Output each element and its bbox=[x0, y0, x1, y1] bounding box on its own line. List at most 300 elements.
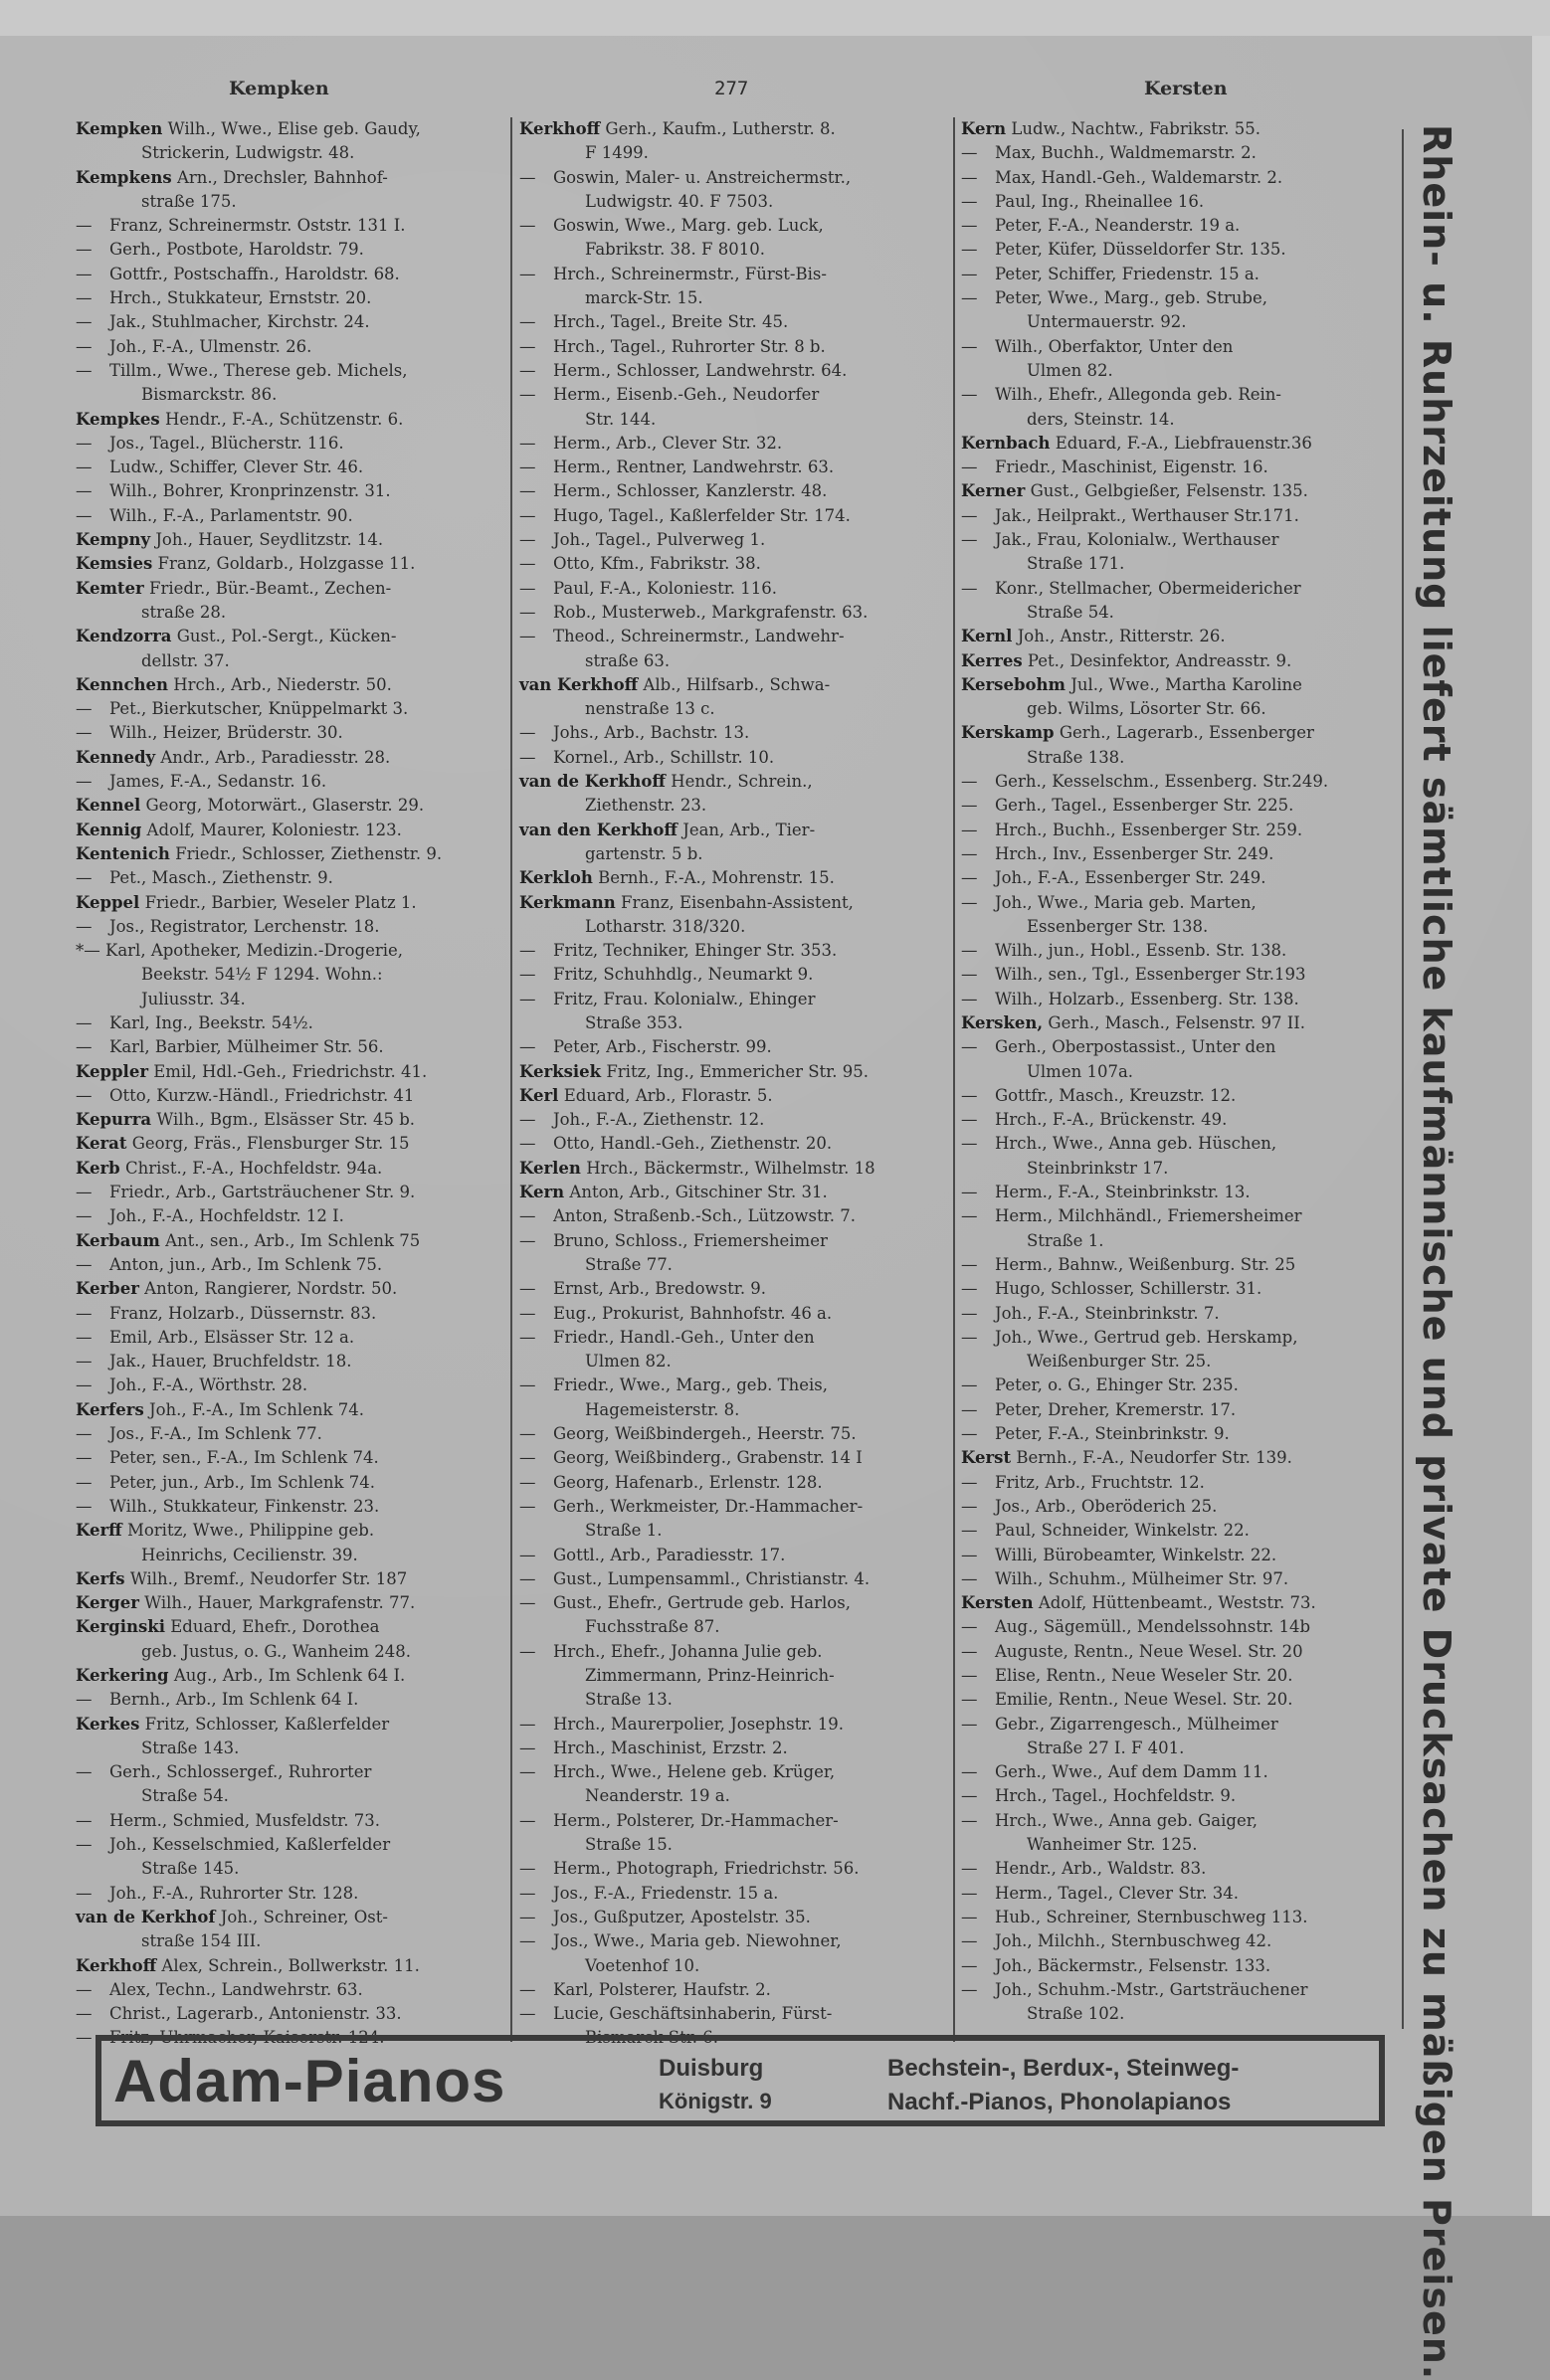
ditto-dash: — bbox=[961, 1183, 978, 1202]
directory-entry bbox=[961, 1011, 1389, 1035]
entry-text: Otto, Handl.-Geh., Ziethenstr. 20. bbox=[553, 1134, 833, 1154]
entry-continuation: Straße 13. bbox=[585, 1690, 673, 1710]
ditto-dash: — bbox=[519, 216, 536, 236]
entry-text: Georg, Weißbinderg., Grabenstr. 14 I bbox=[553, 1448, 863, 1468]
directory-subentry bbox=[961, 1132, 1389, 1156]
ad-brand: Adam-Pianos bbox=[113, 2048, 506, 2114]
ditto-dash: — bbox=[76, 1810, 93, 1830]
ditto-dash: — bbox=[519, 312, 536, 332]
ditto-dash: — bbox=[961, 1303, 978, 1323]
directory-subentry bbox=[519, 1204, 947, 1228]
directory-subentry bbox=[519, 988, 947, 1011]
entry-text: Jos., Registrator, Lerchenstr. 18. bbox=[109, 916, 380, 936]
entry-text: Gerh., Oberpostassist., Unter den bbox=[995, 1037, 1276, 1057]
entry-text: Andr., Arb., Paradiesstr. 28. bbox=[160, 747, 391, 767]
surname: van den Kerkhoff bbox=[519, 820, 678, 839]
directory-subentry bbox=[961, 263, 1389, 286]
directory-entry bbox=[76, 819, 503, 842]
entry-continuation: Str. 144. bbox=[585, 409, 657, 429]
directory-entry bbox=[76, 891, 503, 915]
directory-subentry bbox=[519, 2002, 947, 2026]
directory-subentry bbox=[961, 1882, 1389, 1906]
directory-subentry bbox=[961, 1640, 1389, 1664]
directory-subentry bbox=[519, 1108, 947, 1132]
entry-text: Hrch., Wwe., Helene geb. Krüger, bbox=[553, 1762, 836, 1782]
vertical-advertisement bbox=[1413, 124, 1460, 2380]
directory-entry bbox=[76, 1567, 503, 1591]
surname: Kentenich bbox=[76, 843, 170, 863]
ditto-dash: — bbox=[519, 1303, 536, 1323]
directory-subentry bbox=[519, 1760, 947, 1784]
directory-subentry bbox=[961, 1954, 1389, 1978]
entry-text: Herm., Polsterer, Dr.-Hammacher- bbox=[553, 1810, 839, 1830]
entry-text: Herm., Milchhändl., Friemersheimer bbox=[995, 1206, 1302, 1226]
entry-text: Herm., Rentner, Landwehrstr. 63. bbox=[553, 458, 835, 477]
ditto-dash: — bbox=[961, 772, 978, 792]
ditto-dash: — bbox=[961, 1206, 978, 1226]
directory-subentry bbox=[961, 1471, 1389, 1495]
ditto-dash: — bbox=[961, 1641, 978, 1661]
entry-text: Rob., Musterweb., Markgrafenstr. 63. bbox=[553, 602, 869, 622]
directory-subentry bbox=[76, 1326, 503, 1350]
directory-subentry bbox=[519, 1640, 947, 1664]
entry-text: Bruno, Schloss., Friemersheimer bbox=[553, 1230, 828, 1250]
entry-text: Peter, jun., Arb., Im Schlenk 74. bbox=[109, 1472, 376, 1492]
entry-text: Joh., F.-A., Ulmenstr. 26. bbox=[109, 336, 312, 356]
entry-text: Wilh., Bremf., Neudorfer Str. 187 bbox=[129, 1568, 408, 1588]
entry-text: Peter, F.-A., Neanderstr. 19 a. bbox=[995, 216, 1241, 236]
entry-continuation: Straße 54. bbox=[1027, 602, 1114, 622]
entry-continuation: Ziethenstr. 23. bbox=[585, 796, 707, 816]
entry-text: Wilh., sen., Tgl., Essenberger Str.193 bbox=[995, 965, 1306, 985]
ditto-dash: — bbox=[961, 1110, 978, 1130]
entry-text: Gust., Pol.-Sergt., Kücken- bbox=[176, 627, 397, 646]
directory-subentry bbox=[76, 1471, 503, 1495]
directory-subentry bbox=[961, 1978, 1389, 2002]
ditto-dash: — bbox=[519, 1907, 536, 1926]
ditto-dash: — bbox=[519, 1448, 536, 1468]
ditto-dash: — bbox=[961, 167, 978, 187]
ditto-dash: — bbox=[76, 1375, 93, 1395]
directory-subentry bbox=[961, 1035, 1389, 1059]
directory-subentry bbox=[961, 504, 1389, 528]
entry-continuation: Zimmermann, Prinz-Heinrich- bbox=[585, 1666, 835, 1685]
ditto-dash: — bbox=[961, 578, 978, 598]
directory-entry bbox=[519, 1157, 947, 1181]
ditto-dash: — bbox=[519, 385, 536, 405]
directory-subentry bbox=[519, 335, 947, 359]
surname: Kempny bbox=[76, 530, 151, 550]
ditto-dash: — bbox=[961, 1907, 978, 1926]
entry-text: Joh., Milchh., Sternbuschweg 42. bbox=[995, 1931, 1272, 1951]
entry-text: Jak., Stuhlmacher, Kirchstr. 24. bbox=[109, 312, 370, 332]
surname: Kerber bbox=[76, 1279, 139, 1299]
entry-text: Christ., Lagerarb., Antonienstr. 33. bbox=[109, 2004, 402, 2024]
ditto-dash: — bbox=[961, 1931, 978, 1951]
entry-text: Alex, Schrein., Bollwerkstr. 11. bbox=[161, 1955, 420, 1975]
entry-continuation: straße 175. bbox=[141, 191, 237, 211]
directory-subentry bbox=[76, 359, 503, 383]
entry-text: Karl, Polsterer, Haufstr. 2. bbox=[553, 1979, 771, 1999]
ditto-dash: — bbox=[76, 1183, 93, 1202]
column-1 bbox=[76, 117, 503, 2051]
entry-text: Adolf, Maurer, Koloniestr. 123. bbox=[146, 820, 402, 839]
ditto-dash: — bbox=[519, 1206, 536, 1226]
ditto-dash: — bbox=[961, 288, 978, 308]
directory-entry bbox=[519, 1060, 947, 1084]
directory-entry bbox=[961, 117, 1389, 141]
entry-continuation: Ulmen 107a. bbox=[1027, 1061, 1134, 1081]
ad-line-2: Nachf.-Pianos, Phonolapianos bbox=[887, 2089, 1232, 2115]
ditto-dash: — bbox=[961, 1859, 978, 1879]
directory-subentry bbox=[961, 1760, 1389, 1784]
directory-subentry bbox=[76, 286, 503, 310]
entry-continuation: Straße 15. bbox=[585, 1835, 673, 1855]
directory-subentry bbox=[519, 359, 947, 383]
ditto-dash: — bbox=[961, 868, 978, 888]
entry-text: Fritz, Arb., Fruchtstr. 12. bbox=[995, 1472, 1205, 1492]
directory-entry bbox=[76, 842, 503, 866]
directory-subentry bbox=[519, 1035, 947, 1059]
ditto-dash: — bbox=[961, 1399, 978, 1419]
ditto-dash: — bbox=[961, 1472, 978, 1492]
ditto-dash: — bbox=[519, 167, 536, 187]
ditto-dash: — bbox=[76, 1085, 93, 1105]
entry-text: Fritz, Schuhhdlg., Neumarkt 9. bbox=[553, 965, 814, 985]
surname: Kempkes bbox=[76, 409, 160, 429]
directory-subentry bbox=[76, 915, 503, 939]
ditto-dash: — bbox=[961, 530, 978, 550]
entry-text: Fritz, Frau. Kolonialw., Ehinger bbox=[553, 989, 816, 1008]
ditto-dash: — bbox=[961, 143, 978, 163]
entry-text: Georg, Weißbindergeh., Heerstr. 75. bbox=[553, 1424, 857, 1444]
directory-entry bbox=[76, 794, 503, 818]
entry-text: Friedr., Maschinist, Eigenstr. 16. bbox=[995, 458, 1268, 477]
entry-text: Gebr., Zigarrengesch., Mülheimer bbox=[995, 1714, 1278, 1734]
ditto-dash: — bbox=[519, 1134, 536, 1154]
entry-text: Aug., Sägemüll., Mendelssohnstr. 14b bbox=[995, 1617, 1311, 1637]
surname: Kerkering bbox=[76, 1666, 169, 1685]
entry-text: Pet., Masch., Ziethenstr. 9. bbox=[109, 868, 333, 888]
directory-subentry bbox=[76, 721, 503, 745]
ditto-dash: — bbox=[961, 843, 978, 863]
directory-subentry bbox=[961, 1615, 1389, 1639]
ditto-dash: — bbox=[519, 1110, 536, 1130]
directory-entry bbox=[76, 1954, 503, 1978]
entry-text: Auguste, Rentn., Neue Wesel. Str. 20 bbox=[995, 1641, 1303, 1661]
surname: van Kerkhoff bbox=[519, 674, 639, 694]
entry-text: Theod., Schreinermstr., Landwehr- bbox=[553, 627, 845, 646]
ditto-dash: — bbox=[76, 288, 93, 308]
directory-entry bbox=[76, 1229, 503, 1253]
entry-text: Peter, o. G., Ehinger Str. 235. bbox=[995, 1375, 1239, 1395]
directory-subentry bbox=[76, 697, 503, 721]
ditto-dash: — bbox=[519, 1810, 536, 1830]
ditto-dash: — bbox=[961, 1545, 978, 1564]
entry-text: Paul, Ing., Rheinallee 16. bbox=[995, 191, 1205, 211]
ditto-dash: — bbox=[76, 240, 93, 260]
entry-text: Gust., Lumpensamml., Christianstr. 4. bbox=[553, 1568, 871, 1588]
entry-text: Joh., Bäckermstr., Felsenstr. 133. bbox=[995, 1955, 1271, 1975]
ditto-dash: — bbox=[76, 1448, 93, 1468]
entry-text: Konr., Stellmacher, Obermeidericher bbox=[995, 578, 1301, 598]
entry-text: Lucie, Geschäftsinhaberin, Fürst- bbox=[553, 2004, 833, 2024]
directory-subentry bbox=[961, 1422, 1389, 1446]
entry-text: Pet., Bierkutscher, Knüppelmarkt 3. bbox=[109, 699, 409, 719]
directory-subentry bbox=[961, 1108, 1389, 1132]
directory-subentry bbox=[76, 2002, 503, 2026]
directory-subentry bbox=[76, 1446, 503, 1470]
ditto-dash: — bbox=[519, 433, 536, 453]
entry-text: Anton, Arb., Gitschiner Str. 31. bbox=[569, 1183, 828, 1202]
ditto-dash: — bbox=[76, 1690, 93, 1710]
directory-subentry bbox=[519, 577, 947, 601]
surname: Kersken, bbox=[961, 1012, 1044, 1032]
ditto-dash: — bbox=[76, 1303, 93, 1323]
surname: Kerger bbox=[76, 1593, 139, 1613]
ditto-dash: — bbox=[961, 1279, 978, 1299]
directory-subentry bbox=[519, 963, 947, 987]
ditto-dash: — bbox=[961, 1786, 978, 1806]
entry-text: Moritz, Wwe., Philippine geb. bbox=[126, 1521, 375, 1541]
directory-entry bbox=[76, 1615, 503, 1639]
directory-subentry bbox=[76, 1809, 503, 1833]
ditto-dash: — bbox=[519, 1327, 536, 1347]
entry-continuation: Straße 145. bbox=[141, 1859, 240, 1879]
entry-text: Gust., Gelbgießer, Felsenstr. 135. bbox=[1030, 481, 1308, 501]
entry-continuation: Straße 77. bbox=[585, 1254, 673, 1274]
directory-subentry bbox=[961, 1204, 1389, 1228]
entry-text: Friedr., Arb., Gartsträuchener Str. 9. bbox=[109, 1183, 416, 1202]
entry-text: Herm., Tagel., Clever Str. 34. bbox=[995, 1883, 1239, 1903]
entry-text: Joh., Kesselschmied, Kaßlerfelder bbox=[109, 1835, 391, 1855]
ditto-dash: — bbox=[519, 1472, 536, 1492]
entry-text: Hugo, Tagel., Kaßlerfelder Str. 174. bbox=[553, 505, 851, 525]
ditto-dash: — bbox=[961, 1883, 978, 1903]
directory-subentry bbox=[519, 601, 947, 625]
entry-text: Herm., Schmied, Musfeldstr. 73. bbox=[109, 1810, 380, 1830]
ditto-dash: — bbox=[76, 1472, 93, 1492]
entry-text: Eduard, F.-A., Liebfrauenstr.36 bbox=[1055, 433, 1312, 453]
directory-subentry bbox=[76, 1760, 503, 1784]
entry-continuation: Bismarckstr. 86. bbox=[141, 385, 278, 405]
directory-subentry bbox=[519, 746, 947, 770]
entry-text: Hrch., Maschinist, Erzstr. 2. bbox=[553, 1738, 788, 1757]
directory-entry bbox=[961, 625, 1389, 648]
entry-text: Gottl., Arb., Paradiesstr. 17. bbox=[553, 1545, 786, 1564]
ditto-dash: — bbox=[519, 1037, 536, 1057]
scan-top-strip bbox=[0, 0, 1550, 40]
directory-subentry bbox=[961, 866, 1389, 890]
entry-text: Ant., sen., Arb., Im Schlenk 75 bbox=[165, 1230, 421, 1250]
column-2 bbox=[519, 117, 947, 2051]
directory-entry bbox=[519, 1181, 947, 1204]
ditto-dash: — bbox=[519, 747, 536, 767]
directory-subentry bbox=[961, 770, 1389, 794]
directory-subentry bbox=[961, 335, 1389, 359]
ditto-dash: — bbox=[76, 699, 93, 719]
directory-subentry bbox=[76, 1978, 503, 2002]
directory-subentry bbox=[76, 1204, 503, 1228]
directory-subentry bbox=[961, 988, 1389, 1011]
entry-continuation: Straße 1. bbox=[1027, 1230, 1104, 1250]
surname: Kern bbox=[519, 1183, 565, 1202]
ditto-dash: — bbox=[76, 1762, 93, 1782]
ditto-dash: — bbox=[961, 264, 978, 283]
entry-text: Joh., F.-A., Ziethenstr. 12. bbox=[553, 1110, 765, 1130]
directory-entry bbox=[519, 1084, 947, 1108]
entry-text: Bernh., Arb., Im Schlenk 64 I. bbox=[109, 1690, 359, 1710]
entry-continuation: geb. Justus, o. G., Wanheim 248. bbox=[141, 1641, 412, 1661]
directory-entry bbox=[519, 117, 947, 141]
directory-entry bbox=[76, 552, 503, 576]
ditto-dash: — bbox=[76, 772, 93, 792]
entry-text: Gerh., Lagerarb., Essenberger bbox=[1059, 723, 1314, 743]
directory-subentry bbox=[519, 1906, 947, 1929]
directory-subentry bbox=[961, 1326, 1389, 1350]
directory-subentry bbox=[76, 238, 503, 262]
ditto-dash: — bbox=[519, 627, 536, 646]
directory-subentry bbox=[961, 1906, 1389, 1929]
directory-subentry bbox=[76, 1035, 503, 1059]
entry-text: Wilh., Wwe., Elise geb. Gaudy, bbox=[167, 119, 421, 138]
entry-text: Ludw., Schiffer, Clever Str. 46. bbox=[109, 458, 364, 477]
directory-entry bbox=[76, 746, 503, 770]
entry-continuation: Straße 27 I. F 401. bbox=[1027, 1738, 1185, 1757]
entry-text: Joh., F.-A., Essenberger Str. 249. bbox=[995, 868, 1266, 888]
ditto-dash: — bbox=[76, 1352, 93, 1372]
surname: Kersten bbox=[961, 1593, 1034, 1613]
directory-subentry bbox=[519, 383, 947, 407]
entry-text: Ernst, Arb., Bredowstr. 9. bbox=[553, 1279, 767, 1299]
directory-entry bbox=[76, 1108, 503, 1132]
directory-entry bbox=[76, 1713, 503, 1737]
directory-subentry bbox=[519, 721, 947, 745]
entry-text: Herm., Arb., Clever Str. 32. bbox=[553, 433, 783, 453]
entry-text: Hrch., Buchh., Essenberger Str. 259. bbox=[995, 820, 1303, 839]
entry-text: Emilie, Rentn., Neue Wesel. Str. 20. bbox=[995, 1690, 1293, 1710]
ditto-dash: — bbox=[519, 1979, 536, 1999]
directory-subentry bbox=[519, 1978, 947, 2002]
ditto-dash: — bbox=[961, 1714, 978, 1734]
entry-text: Wilh., jun., Hobl., Essenb. Str. 138. bbox=[995, 941, 1287, 961]
entry-text: Alex, Techn., Landwehrstr. 63. bbox=[109, 1979, 363, 1999]
surname: Kerfs bbox=[76, 1568, 125, 1588]
directory-subentry bbox=[961, 891, 1389, 915]
ditto-dash: — bbox=[961, 385, 978, 405]
ditto-dash: — bbox=[961, 1327, 978, 1347]
ditto-dash: — bbox=[961, 965, 978, 985]
entry-continuation: Straße 171. bbox=[1027, 554, 1125, 574]
surname: Kersebohm bbox=[961, 674, 1066, 694]
entry-text: Hrch., Bäckermstr., Wilhelmstr. 18 bbox=[586, 1158, 875, 1178]
entry-text: Willi, Bürobeamter, Winkelstr. 22. bbox=[995, 1545, 1277, 1564]
ditto-dash: — bbox=[961, 458, 978, 477]
entry-text: Paul, F.-A., Koloniestr. 116. bbox=[553, 578, 778, 598]
entry-continuation: Fabrikstr. 38. F 8010. bbox=[585, 240, 765, 260]
directory-entry bbox=[76, 1664, 503, 1688]
ditto-dash: — bbox=[519, 1593, 536, 1613]
ditto-dash: — bbox=[961, 796, 978, 816]
surname: Kerfers bbox=[76, 1399, 144, 1419]
ad-divider bbox=[1402, 129, 1404, 2029]
directory-subentry bbox=[961, 1495, 1389, 1519]
entry-text: Alb., Hilfsarb., Schwa- bbox=[643, 674, 831, 694]
entry-continuation: Fuchsstraße 87. bbox=[585, 1617, 720, 1637]
entry-text: Georg, Fräs., Flensburger Str. 15 bbox=[131, 1134, 410, 1154]
entry-text: Ludw., Nachtw., Fabrikstr. 55. bbox=[1011, 119, 1260, 138]
surname: van de Kerkhoff bbox=[519, 772, 666, 792]
directory-subentry bbox=[76, 1084, 503, 1108]
entry-text: Joh., Tagel., Pulverweg 1. bbox=[553, 530, 766, 550]
surname: Kerst bbox=[961, 1448, 1012, 1468]
entry-text: Gerh., Postbote, Haroldstr. 79. bbox=[109, 240, 364, 260]
entry-text: Franz, Goldarb., Holzgasse 11. bbox=[157, 554, 416, 574]
entry-text: Herm., Eisenb.-Geh., Neudorfer bbox=[553, 385, 820, 405]
ditto-dash: * bbox=[76, 941, 85, 961]
entry-text: Johs., Arb., Bachstr. 13. bbox=[553, 723, 750, 743]
directory-subentry bbox=[76, 1833, 503, 1857]
directory-subentry bbox=[961, 1664, 1389, 1688]
ditto-dash: — bbox=[519, 1859, 536, 1879]
directory-entry bbox=[76, 1157, 503, 1181]
directory-subentry bbox=[519, 1326, 947, 1350]
page-number: 277 bbox=[714, 78, 749, 99]
entry-text: Peter, Schiffer, Friedenstr. 15 a. bbox=[995, 264, 1259, 283]
surname: Kennig bbox=[76, 820, 142, 839]
directory-subentry bbox=[76, 1350, 503, 1373]
ditto-dash: — bbox=[519, 1931, 536, 1951]
ditto-dash: — bbox=[519, 941, 536, 961]
directory-entry bbox=[519, 866, 947, 890]
directory-subentry bbox=[961, 141, 1389, 165]
column-divider-1 bbox=[510, 117, 512, 2042]
ditto-dash: — bbox=[76, 1327, 93, 1347]
directory-entry bbox=[519, 891, 947, 915]
directory-subentry bbox=[519, 504, 947, 528]
surname: Kemsies bbox=[76, 554, 153, 574]
directory-subentry bbox=[76, 1422, 503, 1446]
directory-subentry bbox=[961, 1277, 1389, 1301]
directory-subentry bbox=[519, 1277, 947, 1301]
column-3 bbox=[961, 117, 1389, 2026]
directory-subentry bbox=[76, 335, 503, 359]
directory-subentry bbox=[961, 238, 1389, 262]
surname: Kerskamp bbox=[961, 723, 1055, 743]
directory-subentry bbox=[961, 1519, 1389, 1543]
ditto-dash: — bbox=[76, 216, 93, 236]
entry-continuation: Juliusstr. 34. bbox=[141, 989, 246, 1008]
entry-text: Wilh., Stukkateur, Finkenstr. 23. bbox=[109, 1496, 380, 1516]
surname: Kerlen bbox=[519, 1158, 581, 1178]
directory-subentry bbox=[961, 1713, 1389, 1737]
entry-text: Wilh., Hauer, Markgrafenstr. 77. bbox=[144, 1593, 416, 1613]
surname: Kempken bbox=[76, 119, 163, 138]
entry-text: Max, Buchh., Waldmemarstr. 2. bbox=[995, 143, 1257, 163]
ditto-dash: — bbox=[519, 723, 536, 743]
directory-subentry bbox=[961, 528, 1389, 552]
ditto-dash: — bbox=[519, 602, 536, 622]
directory-subentry bbox=[76, 866, 503, 890]
entry-text: Kornel., Arb., Schillstr. 10. bbox=[553, 747, 775, 767]
entry-text: Gerh., Kaufm., Lutherstr. 8. bbox=[605, 119, 836, 138]
entry-text: Jean, Arb., Tier- bbox=[682, 820, 816, 839]
column-divider-2 bbox=[953, 117, 955, 2042]
ditto-dash: — bbox=[961, 1955, 978, 1975]
directory-entry bbox=[76, 577, 503, 601]
running-head-right: Kersten bbox=[1144, 78, 1228, 99]
ditto-dash: — bbox=[519, 481, 536, 501]
